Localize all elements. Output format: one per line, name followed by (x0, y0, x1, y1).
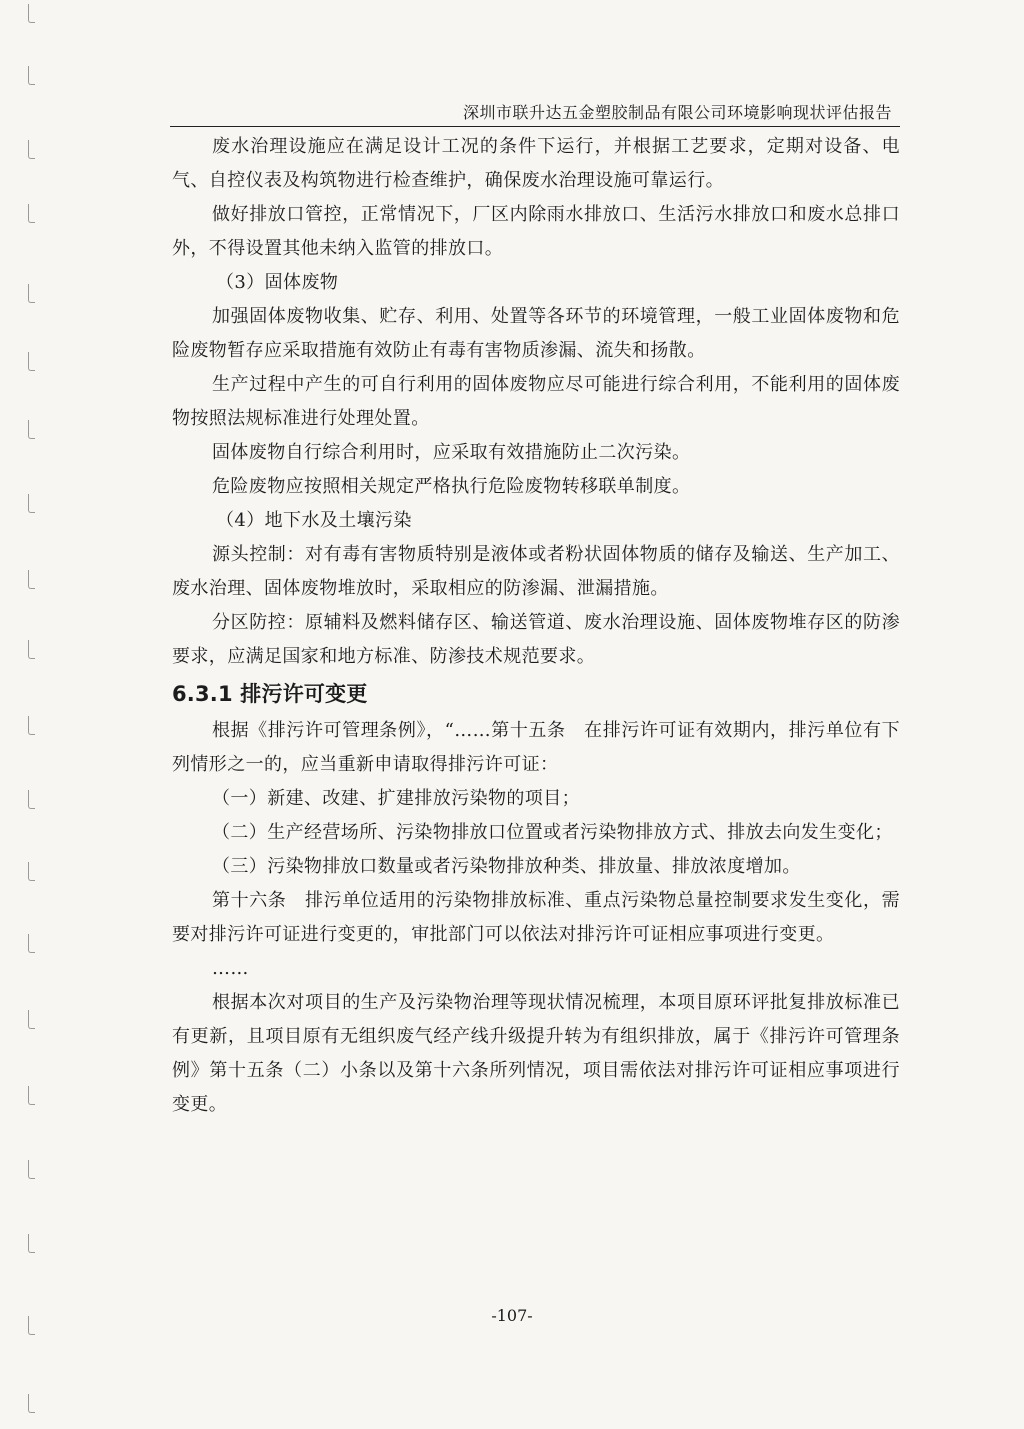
regulation-item-2: （二）生产经营场所、污染物排放口位置或者污染物排放方式、排放去向发生变化； (212, 822, 893, 843)
groundwater-soil-subheading: （4）地下水及土壤污染 (216, 510, 412, 531)
solid-waste-subheading: （3）固体废物 (216, 272, 339, 293)
section-heading-6-3-1: 6.3.1 排污许可变更 (172, 682, 368, 706)
page-header (170, 96, 900, 127)
document-body (172, 130, 900, 1122)
discharge-outlet-paragraph: 做好排放口管控，正常情况下，厂区内除雨水排放口、生活污水排放口和废水总排口外，不得设置其他未纳入监管的排放口。 (172, 204, 900, 259)
wastewater-facility-paragraph: 废水治理设施应在满足设计工况的条件下运行，并根据工艺要求，定期对设备、电气、自控仪表及构筑物进行检查维护，确保废水治理设施可靠运行。 (172, 136, 900, 191)
hazardous-waste-paragraph: 危险废物应按照相关规定严格执行危险废物转移联单制度。 (212, 476, 691, 497)
zone-control-paragraph: 分区防控：原辅料及燃料储存区、输送管道、废水治理设施、固体废物堆存区的防渗要求，应满足国家和地方标准、防渗技术规范要求。 (172, 612, 900, 667)
regulation-item-3: （三）污染物排放口数量或者污染物排放种类、排放量、排放浓度增加。 (212, 856, 801, 877)
solid-waste-management-paragraph: 加强固体废物收集、贮存、利用、处置等各环节的环境管理，一般工业固体废物和危险废物暂存应采取措施有效防止有毒有害物质渗漏、流失和扬散。 (172, 306, 900, 361)
source-control-paragraph: 源头控制：对有毒有害物质特别是液体或者粉状固体物质的储存及输送、生产加工、废水治理、固体废物堆放时，采取相应的防渗漏、泄漏措施。 (172, 544, 900, 599)
binding-hole-marks (28, 0, 40, 1429)
regulation-intro-paragraph: 根据《排污许可管理条例》，“……第十五条 在排污许可证有效期内，排污单位有下列情形之一的，应当重新申请取得排污许可证： (172, 720, 900, 775)
secondary-pollution-paragraph: 固体废物自行综合利用时，应采取有效措施防止二次污染。 (212, 442, 691, 463)
conclusion-paragraph: 根据本次对项目的生产及污染物治理等现状情况梳理，本项目原环评批复排放标准已有更新，且项目原有无组织废气经产线升级提升转为有组织排放，属于《排污许可管理条例》第十五条（二）小条以及第十六条所列情况，项目需依法对排污许可证相应事项进行变更。 (172, 992, 900, 1115)
regulation-item-1: （一）新建、改建、扩建排放污染物的项目； (212, 788, 580, 809)
solid-waste-utilization-paragraph: 生产过程中产生的可自行利用的固体废物应尽可能进行综合利用，不能利用的固体废物按照法规标准进行处理处置。 (172, 374, 900, 429)
ellipsis-line: …… (212, 958, 249, 979)
page-number: -107- (491, 1306, 533, 1325)
report-title: 深圳市联升达五金塑胶制品有限公司环境影响现状评估报告 (462, 103, 892, 122)
article-16-paragraph: 第十六条 排污单位适用的污染物排放标准、重点污染物总量控制要求发生变化，需要对排污许可证进行变更的，审批部门可以依法对排污许可证相应事项进行变更。 (172, 890, 900, 945)
